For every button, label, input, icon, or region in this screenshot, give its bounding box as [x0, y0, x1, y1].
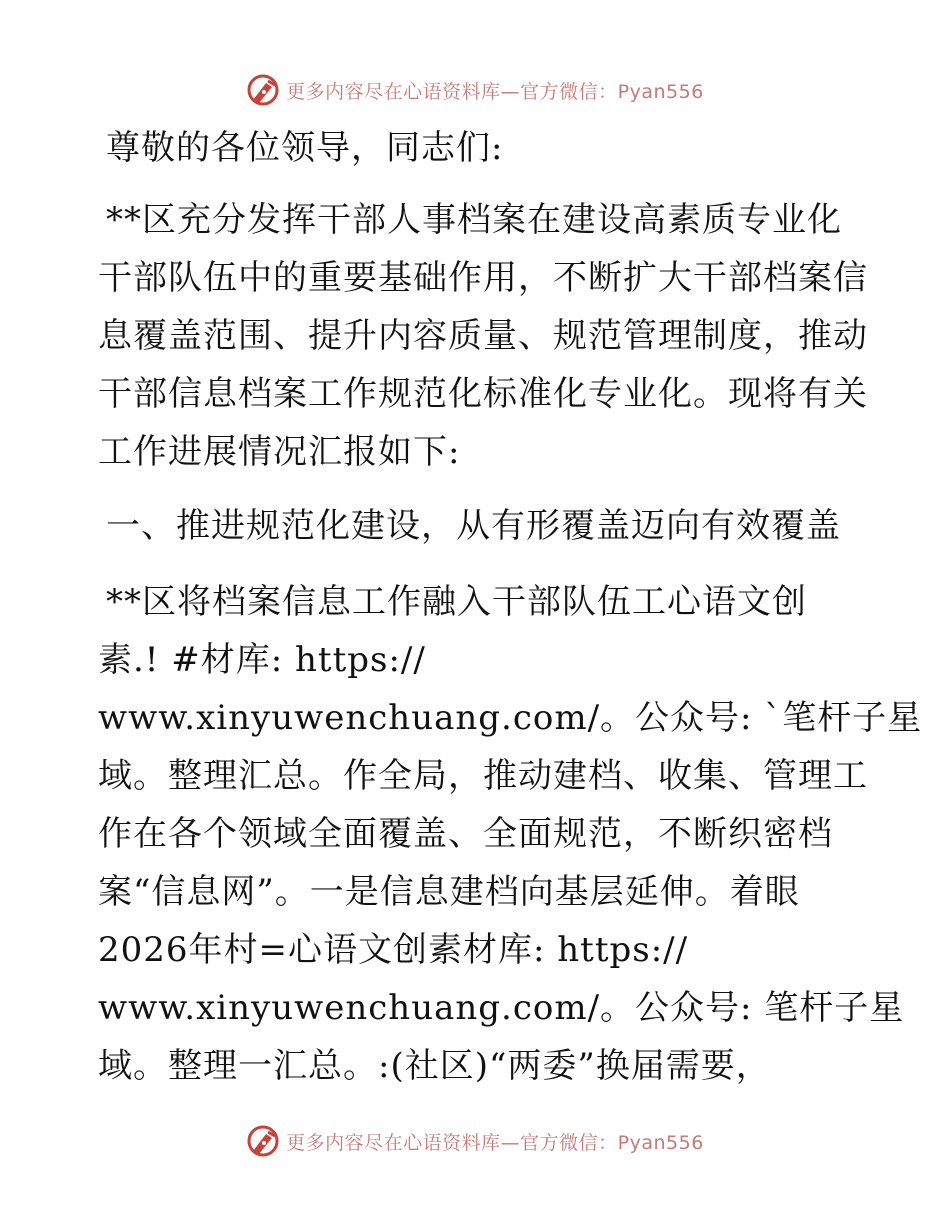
- pen-nib-logo-icon: [246, 73, 280, 107]
- header-banner: [0, 70, 950, 110]
- paragraph-line: 2026年村=心语文创素材库: https://: [98, 930, 689, 970]
- footer-banner: [0, 1121, 950, 1161]
- paragraph-line: **区将档案信息工作融入干部队伍工心语文创: [106, 582, 807, 622]
- greeting: 尊敬的各位领导，同志们:: [106, 128, 504, 168]
- paragraph-line: 工作进展情况汇报如下:: [98, 432, 461, 472]
- paragraph-line: **区充分发挥干部人事档案在建设高素质专业化: [106, 200, 842, 240]
- paragraph-line: 素.! #材库: https://: [98, 640, 426, 680]
- banner-text: 更多内容尽在心语资料库—官方微信：Pyan556: [286, 80, 704, 103]
- pen-nib-logo-icon: [246, 1124, 280, 1158]
- paragraph-line: 域。整理一汇总。:(社区)“两委”换届需要，: [98, 1046, 771, 1086]
- paragraph-line: 案“信息网”。一是信息建档向基层延伸。着眼: [98, 872, 800, 912]
- paragraph-line: 作在各个领域全面覆盖、全面规范，不断织密档: [98, 814, 833, 854]
- paragraph-line: 息覆盖范围、提升内容质量、规范管理制度，推动: [98, 316, 868, 356]
- paragraph-line: www.xinyuwenchuang.com/。公众号: 笔杆子星: [98, 988, 905, 1028]
- banner-text: 更多内容尽在心语资料库—官方微信：Pyan556: [286, 1131, 704, 1154]
- paragraph-line: 干部信息档案工作规范化标准化专业化。现将有关: [98, 374, 868, 414]
- paragraph-line: 干部队伍中的重要基础作用，不断扩大干部档案信: [98, 258, 868, 298]
- paragraph-line: www.xinyuwenchuang.com/。公众号: `笔杆子星: [98, 698, 923, 738]
- paragraph-line: 域。整理汇总。作全局，推动建档、收集、管理工: [98, 756, 868, 796]
- section-heading: 一、推进规范化建设，从有形覆盖迈向有效覆盖: [106, 506, 841, 546]
